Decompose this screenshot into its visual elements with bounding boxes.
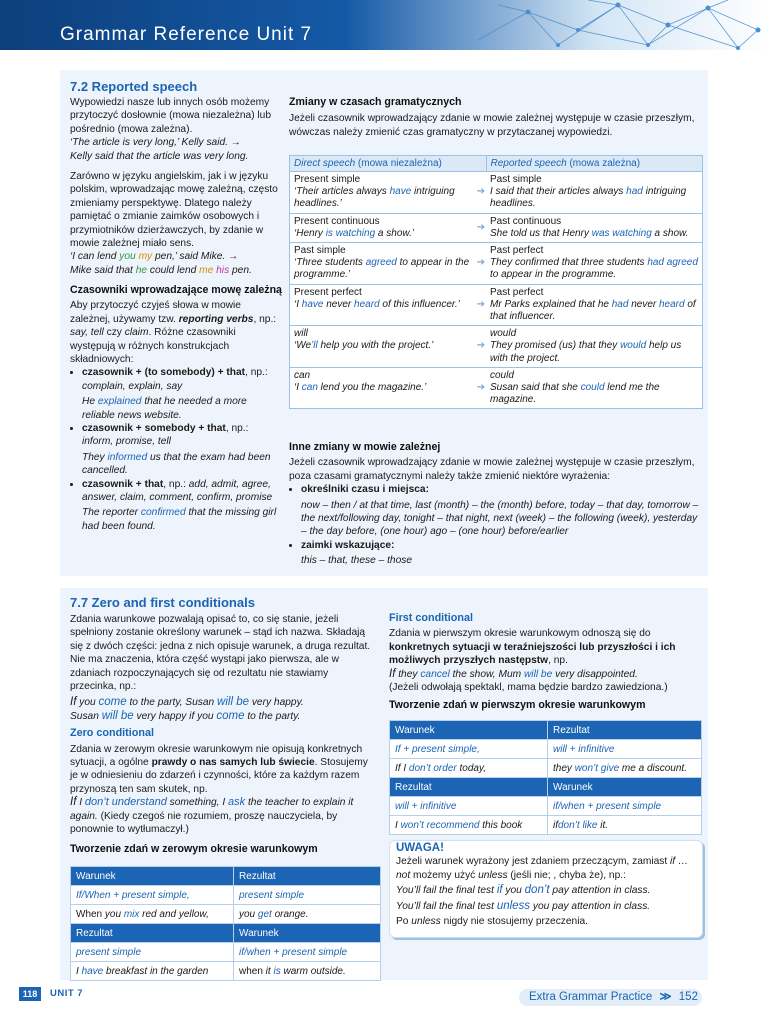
table-row: If + present simple, will + infinitive bbox=[390, 740, 702, 759]
verbs-intro: Aby przytoczyć czyjeś słowa w mowie zależnej, używamy tzw. reporting verbs, np.: say, tell czy claim. Różne czasowniki występują w różnych konstrukcjach składniowych: bbox=[70, 300, 277, 365]
translation: (Jeżeli odwołają spektakl, mama będzie bardzo zawiedziona.) bbox=[389, 682, 668, 694]
other-changes-heading: Inne zmiany w mowie zależnej bbox=[289, 441, 441, 453]
verbs-heading: Czasowniki wprowadzające mowę zależną bbox=[70, 284, 282, 297]
tenses-heading: Zmiany w czasach gramatycznych bbox=[289, 96, 462, 108]
example: If you come to the party, Susan will be very happy. bbox=[70, 696, 304, 709]
example: Mike said that he could lend me his pen. bbox=[70, 264, 252, 276]
table-row: When you mix red and yellow, you get orange. bbox=[71, 905, 381, 924]
other-changes-list bbox=[289, 483, 703, 496]
table-row: I won’t recommend this book ifdon’t like it. bbox=[390, 816, 702, 835]
network-decoration-icon bbox=[468, 0, 768, 50]
note-title: UWAGA! bbox=[396, 842, 444, 854]
tense-table bbox=[289, 155, 703, 409]
table-row: can ‘I can lend you the magazine.’ ➔ could Susan said that she could lend me the magazine. bbox=[290, 367, 703, 409]
example: Kelly said that the article was very long. bbox=[70, 150, 249, 162]
first-conditional-heading: First conditional bbox=[389, 612, 473, 624]
double-chevron-icon: ≫ bbox=[659, 991, 672, 1003]
arrow-icon: ➔ bbox=[476, 172, 486, 214]
example: Susan will be very happy if you come to the party. bbox=[70, 709, 301, 722]
table-header-row: Warunek Rezultat bbox=[71, 867, 381, 886]
zero-conditional-table bbox=[70, 866, 381, 981]
page-title: Grammar Reference Unit 7 bbox=[60, 24, 313, 45]
table-header-row bbox=[290, 156, 703, 172]
tense-changes-block bbox=[289, 96, 703, 139]
table-row: If/When + present simple, present simple bbox=[71, 886, 381, 905]
verb-pattern-list bbox=[70, 366, 282, 533]
table-row: present simple if/when + present simple bbox=[71, 943, 381, 962]
example: If I don’t understand something, I ask the teacher to explain it again. (Kiedy czegoś nie rozumiem, proszę nauczyciela, by ponownie to wytłumaczył.) bbox=[70, 796, 354, 836]
other-changes-block bbox=[289, 441, 703, 568]
extra-practice-page: 152 bbox=[678, 991, 698, 1003]
table-row: Past simple ‘Three students agreed to appear in the programme.’ ➔ Past perfect They confirmed that three students had agreed to appear in the programme. bbox=[290, 243, 703, 285]
demonstratives-list: this – that, these – those bbox=[301, 555, 413, 567]
intro-text: Wypowiedzi nasze lub innych osób możemy przytoczyć dosłownie (mowa niezależna) lub pośrednio (mowa zależna). bbox=[70, 97, 272, 135]
reported-speech-left-column bbox=[70, 96, 282, 533]
example: You’ll fail the final test if you don’t pay attention in class. bbox=[396, 884, 651, 897]
table-row: will + infinitive if/when + present simple bbox=[390, 797, 702, 816]
note-text: Jeżeli warunek wyrażony jest zdaniem przeczącym, zamiast if … not możemy użyć unless (jeśli nie; , chyba że), np.: bbox=[396, 856, 689, 881]
conditionals-left-column bbox=[70, 613, 375, 856]
time-place-list: now – then / at that time, last (month) – the (month) before, today – that day, tomorrow – the next/following day, tonight – that night, next (week) – the following (week), yesterday – the day before, (one hour) ago – (one hour) before/earlier bbox=[301, 499, 699, 538]
note-rule: Po unless nigdy nie stosujemy przeczenia. bbox=[396, 916, 588, 928]
note-box bbox=[389, 840, 703, 938]
tenses-intro: Jeżeli czasownik wprowadzający zdanie w mowie zależnej występuje w czasie przeszłym, wówczas należy zmienić czas gramatyczny w przytaczanej wypowiedzi. bbox=[289, 113, 695, 138]
page-header bbox=[0, 0, 768, 50]
extra-practice-link[interactable] bbox=[519, 989, 702, 1006]
unit-label: UNIT 7 bbox=[50, 988, 84, 999]
first-table-heading: Tworzenie zdań w pierwszym okresie warunkowym bbox=[389, 699, 646, 712]
intro-text: Zdania warunkowe pozwalają opisać to, co się stanie, jeżeli spełniony zostanie określony warunek – stąd ich nazwa. Składają się z dwóch części: jedna z nich opisuje warunek, a druga rezultat. Nie ma znaczenia, która część wystąpi jako pierwsza, ale w zdaniach rozpoczynających się od rezultatu nie stawiamy przecinka, np.: bbox=[70, 614, 371, 693]
table-header-row: Rezultat Warunek bbox=[71, 924, 381, 943]
list-item: • określniki czasu i miejsca: bbox=[301, 483, 703, 496]
perspective-text: Zarówno w języku angielskim, jak i w języku polskim, wprowadzając mowę zależną, często zmieniamy perspektywę. Dlatego należy pamiętać o zmianie zaimków osobowych i przymiotników dzierżawczych, by zdanie w mowie zależnej miało sens. bbox=[70, 171, 278, 250]
arrow-icon: ➔ bbox=[476, 367, 486, 409]
table-row: I have breakfast in the garden when it is warm outside. bbox=[71, 962, 381, 981]
page-number: 118 bbox=[19, 987, 41, 1001]
table-header-row: Warunek Rezultat bbox=[390, 721, 702, 740]
list-item: • czasownik + somebody + that, np.: inform, promise, tell They informed us that the exam had been cancelled. bbox=[82, 422, 282, 478]
arrow-icon: ➔ bbox=[476, 284, 486, 326]
table-row: If I don’t order today, they won’t give me a discount. bbox=[390, 759, 702, 778]
extra-practice-label: Extra Grammar Practice bbox=[529, 991, 653, 1003]
zero-conditional-heading: Zero conditional bbox=[70, 727, 154, 740]
first-conditional-table bbox=[389, 720, 702, 835]
table-header-row: Rezultat Warunek bbox=[390, 778, 702, 797]
table-row: will ‘We’ll help you with the project.’ ➔ would They promised (us) that they would help us with the project. bbox=[290, 326, 703, 368]
column-header: Reported speech (mowa zależna) bbox=[486, 156, 703, 172]
other-changes-list-2 bbox=[289, 539, 703, 552]
note-content bbox=[396, 842, 696, 928]
other-changes-intro: Jeżeli czasownik wprowadzający zdanie w mowie zależnej występuje w czasie przeszłym, poza czasami gramatycznymi należy także zmienić niektóre wyrażenia: bbox=[289, 457, 695, 482]
table-row: Present continuous ‘Henry is watching a show.’ ➔ Past continuous She told us that Henry was watching a show. bbox=[290, 213, 703, 242]
section-7-7-title: 7.7 Zero and first conditionals bbox=[70, 595, 255, 610]
list-item: • czasownik + (to somebody) + that, np.: complain, explain, say He explained that he needed a more reliable news website. bbox=[82, 366, 282, 422]
first-conditional-block bbox=[389, 612, 701, 713]
first-conditional-text: Zdania w pierwszym okresie warunkowym odnoszą się do konkretnych sytuacji w teraźniejszości lub przyszłości i ich możliwych przyszłych następstw, np. bbox=[389, 628, 676, 667]
zero-table-heading: Tworzenie zdań w zerowym okresie warunkowym bbox=[70, 842, 318, 855]
zero-conditional-text: Zdania w zerowym okresie warunkowym nie opisują konkretnych sytuacji, a ogólne prawdy o nas samych lub świecie. Stosujemy je w odniesieniu do zdarzeń i czynności, które za każdym razem przynoszą ten sam skutek, np. bbox=[70, 743, 368, 795]
arrow-icon: ➔ bbox=[476, 213, 486, 242]
section-7-2-title: 7.2 Reported speech bbox=[70, 79, 198, 94]
arrow-icon: ➔ bbox=[476, 243, 486, 285]
list-item: • czasownik + that, np.: add, admit, agree, answer, claim, comment, confirm, promise The reporter confirmed that the missing girl had been found. bbox=[82, 478, 282, 534]
column-header: Direct speech (mowa niezależna) bbox=[290, 156, 487, 172]
arrow-icon: ➔ bbox=[476, 326, 486, 368]
example: ‘I can lend you my pen,’ said Mike. → bbox=[70, 251, 239, 263]
example: If they cancel the show, Mum will be very disappointed. bbox=[389, 667, 638, 680]
list-item: • zaimki wskazujące: bbox=[301, 539, 703, 552]
example: You’ll fail the final test unless you pay attention in class. bbox=[396, 899, 651, 912]
example: ‘The article is very long,’ Kelly said. → bbox=[70, 137, 241, 149]
table-row: Present simple ‘Their articles always have intriguing headlines.’ ➔ Past simple I said that their articles always had intriguing headlines. bbox=[290, 172, 703, 214]
table-row: Present perfect ‘I have never heard of this influencer.’ ➔ Past perfect Mr Parks explained that he had never heard of that influencer. bbox=[290, 284, 703, 326]
